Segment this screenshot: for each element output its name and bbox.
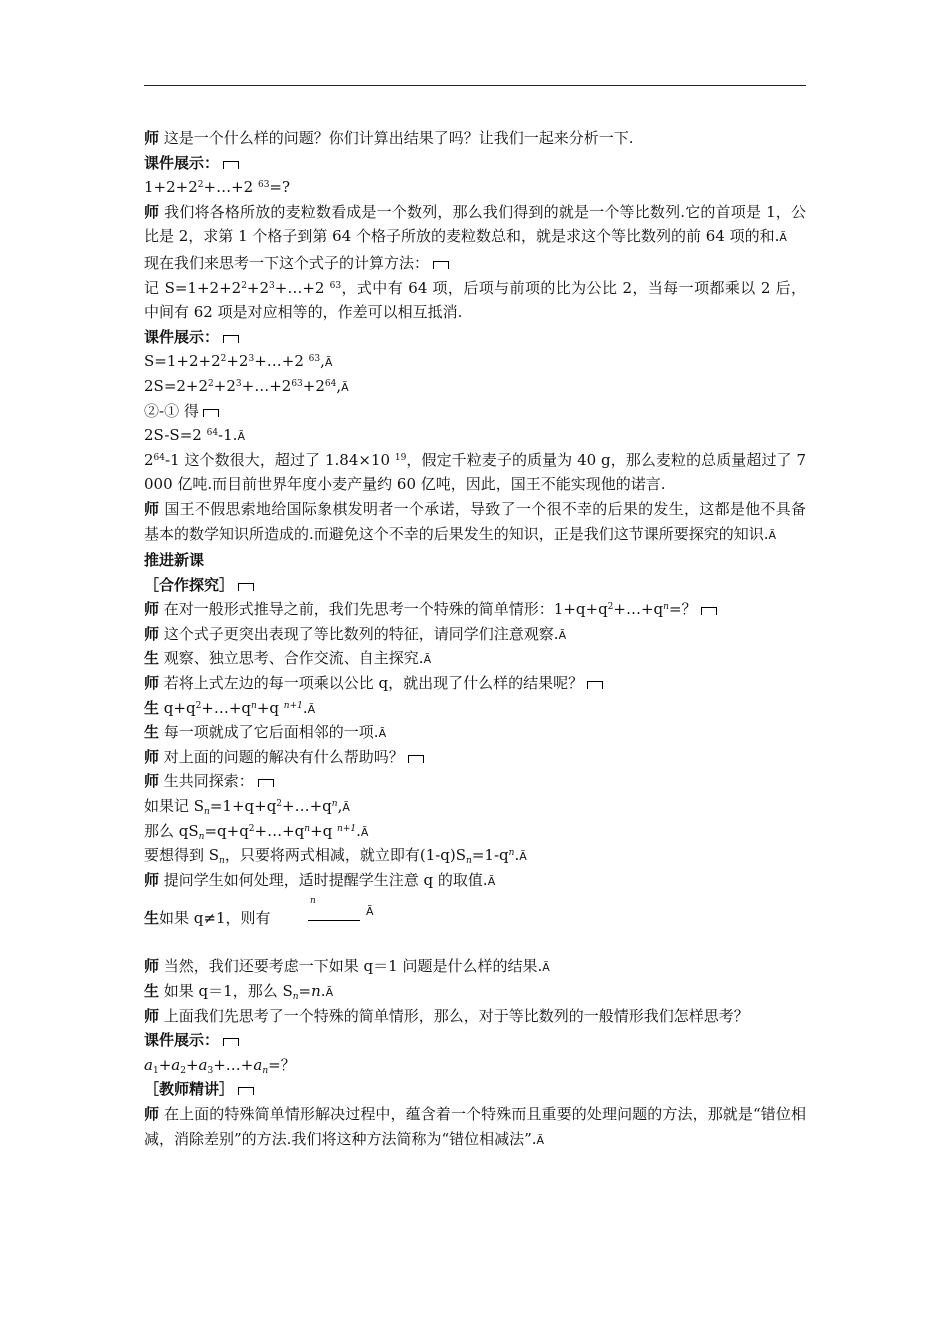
paragraph-mark-icon [701, 607, 717, 615]
paragraph-method: 师 在上面的特殊简单情形解决过程中，蕴含着一个特殊而且重要的处理问题的方法，那就是“错位相减，消除差别”的方法.我们将这种方法简称为“错位相减法”.Ã [144, 1104, 806, 1148]
paragraph-mark-icon [408, 755, 424, 763]
line-subtract: ②-① 得 [144, 399, 806, 424]
end-mark-icon: Ã [325, 986, 334, 999]
paragraph-mark-icon [223, 335, 239, 343]
end-mark-icon: Ã [779, 231, 787, 245]
end-mark-icon: Ã [307, 702, 316, 716]
line-multiply-q: 师 若将上式左边的每一项乘以公比 q，就出现了什么样的结果呢？ [144, 671, 806, 696]
formula-general-sum: $a_1+a_2+a_3+\dots+a_n=$？ [144, 1055, 296, 1076]
formula-2s: $2S=2+2^2+2^3+\dots+2^{63}+2^{64},Ã$ [144, 376, 349, 395]
paragraph-mark-icon [238, 583, 254, 591]
line-q-equals-1: 师 当然，我们还要考虑一下如果 q＝1 问题是什么样的结果.Ã [144, 957, 550, 976]
document-body [144, 126, 806, 1153]
end-mark-icon: Ã [360, 825, 369, 839]
formula-result: 2S-S=2 $^{64}$-1.Ã [144, 426, 245, 445]
end-mark-icon: Ã [237, 430, 245, 444]
header-rule [144, 85, 806, 86]
paragraph-mark-icon [238, 1087, 254, 1095]
speaker-teacher: 师 [144, 129, 160, 147]
line-help: 师 对上面的问题的解决有什么帮助吗？ [144, 745, 806, 770]
formula-qsn: 那么 $qS_n=q+q^2+\dots+q^n+q$ $^{n+1}$.Ã [144, 821, 369, 842]
line-student-explore: 生 观察、独立思考、合作交流、自主探究.Ã [144, 649, 432, 668]
end-mark-icon: Ã [366, 905, 374, 919]
line-special-case: 师 在对一般形式推导之前，我们先思考一个特殊的简单情形：$1+q+q^2+\dots+q^n=$？ [144, 597, 806, 622]
line-observe: 师 这个式子更突出表现了等比数列的特征，请同学们注意观察.Ã [144, 624, 567, 643]
paragraph-king: 师 国王不假思索地给国际象棋发明者一个承诺，导致了一个很不幸的后果的发生，这都是他不具备基本的数学知识所造成的.而避免这个不幸的后果发生的知识，正是我们这节课所要探究的知识.Ã [144, 499, 806, 543]
paragraph-mark-icon [223, 161, 239, 169]
section-heading-cooperative: ［合作探究］ [144, 573, 806, 598]
end-mark-icon: Ã [342, 801, 350, 815]
line-q-series: 生 $q+q^2+\dots+q^n+q$ $^{n+1}$.Ã [144, 698, 316, 717]
end-mark-icon: Ã [324, 356, 333, 370]
courseware-heading: 课件展示： [144, 151, 806, 176]
line-1: 师 这是一个什么样的问题？你们计算出结果了吗？让我们一起来分析一下. [144, 129, 634, 147]
end-mark-icon: Ã [558, 628, 567, 642]
line-sn-equals-n: 生 如果 q＝1，那么 $S_n=n.Ã$ [144, 982, 334, 1002]
section-heading-new-lesson: 推进新课 [144, 551, 205, 570]
paragraph-mark-icon [258, 779, 274, 787]
end-mark-icon: Ã [519, 850, 527, 864]
formula-subtract: 要想得到 $S_n$，只要将两式相减，就立即有$(1-q)S_n=1-q^n.Ã$ [144, 846, 527, 867]
end-mark-icon: Ã [542, 961, 550, 975]
paragraph-mark-icon [203, 409, 219, 417]
section-heading-lecture: ［教师精讲］ [144, 1077, 806, 1102]
sum-formula-fraction: $^n$ Ã [278, 892, 408, 954]
formula-sum-powers: $1+2+2^2+\dots+2$ $^{63}$=? [144, 178, 291, 197]
end-mark-icon: Ã [423, 653, 432, 667]
paragraph-wheat-mass: $2^{64}-1$ 这个数很大，超过了 1.84×10 $^{19}$，假定千粒麦子的质量为 40 g，那么麦粒的总质量超过了 7 000 亿吨.而目前世界年度小麦产量约 60 亿吨，因此，国王不能实现他的诺言. [144, 450, 806, 494]
line-q-value: 师 提问学生如何处理，适时提醒学生注意 q 的取值.Ã [144, 870, 496, 889]
line-fraction: 生 如果 q≠1，则有 $^n$ Ã [144, 892, 806, 954]
paragraph-mark-icon [433, 261, 449, 269]
formula-sn: 如果记 $S_n=1+q+q^2+\dots+q^n,Ã$ [144, 797, 350, 818]
end-mark-icon: Ã [378, 727, 387, 741]
paragraph-geometric-sequence: 师 我们将各格所放的麦粒数看成是一个数列，那么我们得到的就是一个等比数列.它的首项是 1，公比是 2，求第 1 个格子到第 64 个格子所放的麦粒数总和，就是求这个等比数列的前 64 项的和.Ã [144, 202, 806, 246]
end-mark-icon: Ã [536, 1133, 545, 1147]
line-adjacent: 生 每一项就成了它后面相邻的一项.Ã [144, 723, 387, 742]
line-explore-together: 师 生共同探索： [144, 769, 806, 794]
line-general-case: 师 上面我们先思考了一个特殊的简单情形，那么，对于等比数列的一般情形我们怎样思考？ [144, 1006, 749, 1025]
end-mark-icon: Ã [768, 528, 777, 542]
courseware-heading: 课件展示： [144, 325, 806, 350]
paragraph-mark-icon [223, 1038, 239, 1046]
courseware-heading: 课件展示： [144, 1028, 806, 1053]
formula-s: $S=1+2+2^2+2^3+\dots+2$ $^{63}$,Ã [144, 352, 333, 371]
end-mark-icon: Ã [487, 874, 496, 888]
paragraph-mark-icon [587, 681, 603, 689]
line-method-intro: 现在我们来思考一下这个式子的计算方法： [144, 251, 806, 276]
paragraph-define-s: 记 $S=1+2+2^2+2^3+\dots+2$ $^{63}$，式中有 64 项，后项与前项的比为公比 2，当每一项都乘以 2 后，中间有 62 项是对应相等的，作差可以相互抵消. [144, 278, 806, 322]
end-mark-icon: Ã [341, 380, 349, 394]
